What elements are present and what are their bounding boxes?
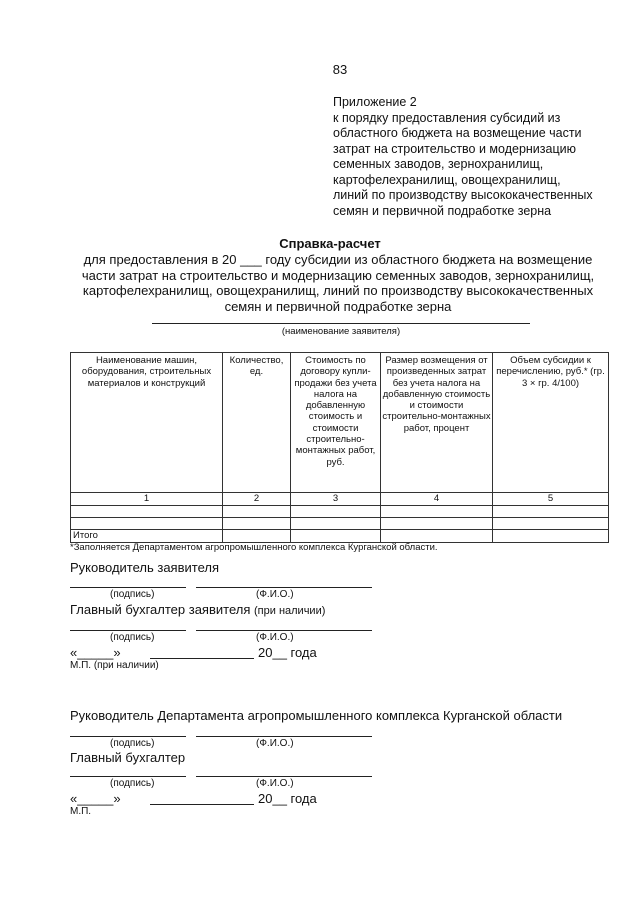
name-caption: (Ф.И.О.) xyxy=(256,738,294,749)
applicant-head-signature-line[interactable] xyxy=(70,587,186,588)
table-row xyxy=(71,506,609,518)
calculation-table xyxy=(70,352,609,543)
table-cell[interactable] xyxy=(493,530,609,543)
subtitle-line: части затрат на строительство и модернизацию семенных заводов, зернохранилищ, xyxy=(81,267,595,283)
department-head-signature-line[interactable] xyxy=(70,736,186,737)
total-row xyxy=(71,530,609,543)
column-number: 3 xyxy=(291,493,381,506)
date-year: 20__ года xyxy=(258,645,317,660)
applicant-accountant-text: Главный бухгалтер заявителя xyxy=(70,602,251,617)
table-cell[interactable] xyxy=(381,518,493,530)
department-head-label: Руководитель Департамента агропромышленного комплекса Курганской области xyxy=(70,708,563,723)
applicant-accountant-note: (при наличии) xyxy=(254,605,326,617)
applicant-accountant-signature-line[interactable] xyxy=(70,630,186,631)
table-cell[interactable] xyxy=(71,506,223,518)
appendix-title: Приложение 2 xyxy=(333,95,417,109)
table-cell[interactable] xyxy=(223,518,291,530)
footnote: *Заполняется Департаментом агропромышленного комплекса Курганской области. xyxy=(70,542,438,553)
subtitle-line: семян и первичной подработке зерна xyxy=(224,298,452,314)
signature-caption: (подпись) xyxy=(110,738,155,749)
table-cell[interactable] xyxy=(493,518,609,530)
department-accountant-label: Главный бухгалтер xyxy=(70,750,186,765)
header-cell: Объем субсидии к перечислению, руб.* (гр. 3 × гр. 4/100) xyxy=(493,353,609,493)
date-year: 20__ года xyxy=(258,791,317,806)
seal-note: М.П. xyxy=(70,806,92,817)
subtitle-line: для предоставления в 20 ___ году субсидии из областного бюджета на возмещение xyxy=(83,252,593,267)
header-cell: Стоимость по договору купли-продажи без учета налога на добавленную стоимость и стоимости строительно-монтажных работ, руб. xyxy=(291,353,381,493)
table-cell[interactable] xyxy=(381,506,493,518)
applicant-name-line[interactable] xyxy=(152,323,530,324)
document-title: Справка-расчет xyxy=(279,236,381,251)
applicant-name-caption: (наименование заявителя) xyxy=(281,326,401,337)
seal-note: М.П. (при наличии) xyxy=(70,660,159,671)
table-row xyxy=(71,518,609,530)
column-number: 5 xyxy=(493,493,609,506)
applicant-accountant-name-line[interactable] xyxy=(196,630,372,631)
column-number: 4 xyxy=(381,493,493,506)
appendix-line: затрат на строительство и модернизацию xyxy=(333,141,576,156)
header-cell: Размер возмещения от произведенных затрат без учета налога на добавленную стоимость и стоимости строительно-монтажных работ, процент xyxy=(381,353,493,493)
appendix-line: областного бюджета на возмещение части xyxy=(333,126,582,140)
department-accountant-signature-line[interactable] xyxy=(70,776,186,777)
column-number: 1 xyxy=(71,493,223,506)
appendix-line: к порядку предоставления субсидий из xyxy=(333,110,561,125)
applicant-accountant-label xyxy=(70,602,325,617)
table-cell[interactable] xyxy=(291,518,381,530)
header-cell: Количество, ед. xyxy=(223,353,291,493)
total-label: Итого xyxy=(71,530,223,543)
page-number: 83 xyxy=(332,62,348,77)
header-cell: Наименование машин, оборудования, строительных материалов и конструкций xyxy=(71,353,223,493)
table-cell[interactable] xyxy=(223,506,291,518)
appendix-line: линий по производству высококачественных xyxy=(333,188,593,202)
appendix-block xyxy=(333,95,623,219)
signature-caption: (подпись) xyxy=(110,778,155,789)
subtitle-line: картофелехранилищ, овощехранилищ, линий по производству высококачественных xyxy=(82,283,594,298)
table-cell[interactable] xyxy=(291,506,381,518)
signature-caption: (подпись) xyxy=(110,589,155,600)
table-cell[interactable] xyxy=(291,530,381,543)
department-head-name-line[interactable] xyxy=(196,736,372,737)
table-cell[interactable] xyxy=(223,530,291,543)
date-open: «_____» xyxy=(70,645,121,660)
column-number: 2 xyxy=(223,493,291,506)
department-accountant-name-line[interactable] xyxy=(196,776,372,777)
name-caption: (Ф.И.О.) xyxy=(256,778,294,789)
signature-caption: (подпись) xyxy=(110,632,155,643)
date-open: «_____» xyxy=(70,791,121,806)
applicant-head-label: Руководитель заявителя xyxy=(70,560,219,575)
name-caption: (Ф.И.О.) xyxy=(256,632,294,643)
date-month-line[interactable] xyxy=(150,804,254,805)
name-caption: (Ф.И.О.) xyxy=(256,589,294,600)
appendix-line: семенных заводов, зернохранилищ, xyxy=(333,157,544,171)
applicant-head-name-line[interactable] xyxy=(196,587,372,588)
table-cell[interactable] xyxy=(381,530,493,543)
table-cell[interactable] xyxy=(493,506,609,518)
document-subtitle xyxy=(68,252,608,314)
appendix-line: семян и первичной подработке зерна xyxy=(333,203,552,218)
appendix-line: картофелехранилищ, овощехранилищ, xyxy=(333,172,561,187)
date-month-line[interactable] xyxy=(150,658,254,659)
table-cell[interactable] xyxy=(71,518,223,530)
